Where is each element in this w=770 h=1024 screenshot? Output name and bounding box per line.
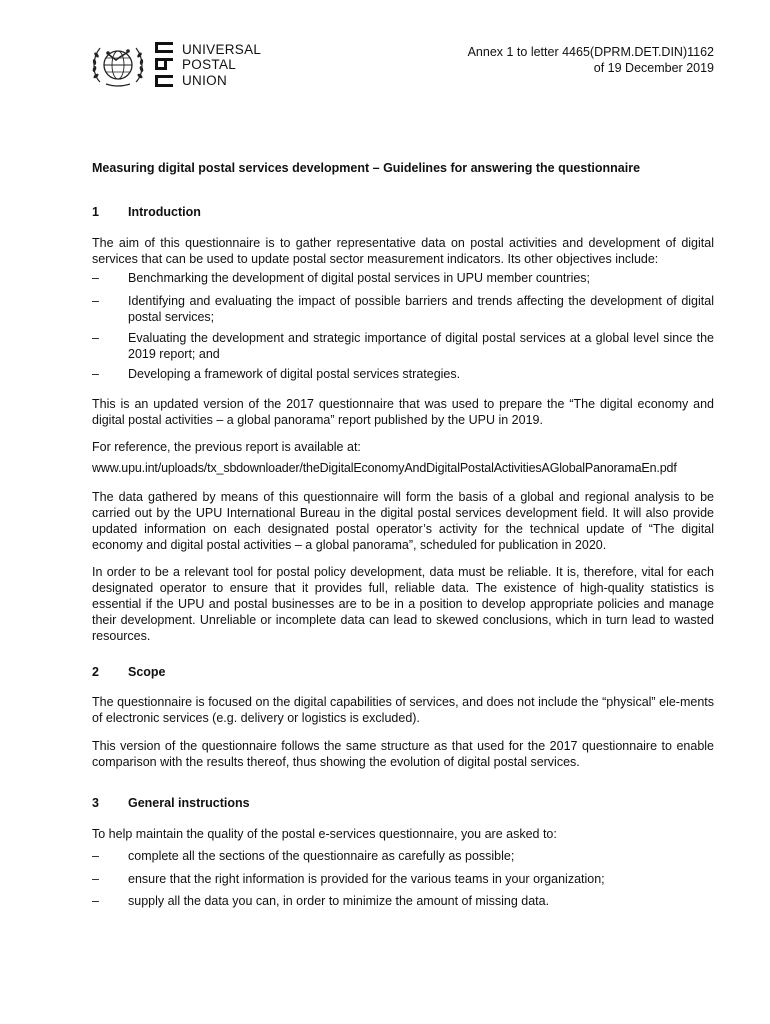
paragraph: In order to be a relevant tool for postal policy development, data must be reliable. It is, therefore, vital for each designated operator to ensure that it provides full, reliable data. The existence of high-quality statistics is essential if the UPU and postal businesses are to be in a position to develop appropriate policies and manage their development. Unreliable or incomplete data can lead to skewed conclusions, which in turn lead to wasted resources.	[92, 565, 714, 643]
section-1-heading	[92, 205, 201, 219]
document-title: Measuring digital postal services development – Guidelines for answering the questionnaire	[92, 161, 641, 175]
org-name-line3: UNION	[182, 72, 227, 88]
paragraph: The aim of this questionnaire is to gather representative data on postal activities and development of digital services that can be used to update postal sector measurement indicators. Its other objectives include:	[92, 236, 714, 266]
list-item-text: complete all the sections of the questionnaire as carefully as possible;	[128, 849, 515, 863]
list-item-text: Evaluating the development and strategic importance of digital postal services at a global level since the 2019 report; and	[128, 331, 714, 361]
paragraph: To help maintain the quality of the postal e-services questionnaire, you are asked to:	[92, 827, 557, 841]
list-item	[92, 848, 714, 864]
section-number: 1	[92, 205, 99, 219]
list-item-text: supply all the data you can, in order to minimize the amount of missing data.	[128, 894, 550, 908]
report-url[interactable]	[92, 460, 732, 476]
section-3-intro	[92, 826, 714, 842]
list-item	[92, 871, 714, 887]
section-1-para4	[92, 489, 714, 553]
annex-line1: Annex 1 to letter 4465(DPRM.DET.DIN)1162	[467, 45, 714, 59]
bullet-dash: –	[92, 331, 99, 345]
bullet-dash: –	[92, 894, 99, 908]
bullet-dash: –	[92, 872, 99, 886]
list-item-text: ensure that the right information is provided for the various teams in your organization;	[128, 872, 605, 886]
org-name-line1: UNIVERSAL	[182, 41, 262, 57]
upu-emblem-icon	[90, 40, 146, 90]
paragraph: The questionnaire is focused on the digital capabilities of services, and does not include the “physical” ele-ments of electronic services (e.g. delivery or logistics is excluded).	[92, 695, 714, 725]
section-number: 3	[92, 796, 99, 810]
bullet-dash: –	[92, 849, 99, 863]
section-title: General instructions	[128, 796, 250, 810]
report-link[interactable]: www.upu.int/uploads/tx_sbdownloader/theDigitalEconomyAndDigitalPostalActivitiesAGlobalPanoramaEn.pdf	[92, 461, 677, 475]
list-item	[92, 330, 714, 362]
section-number: 2	[92, 665, 99, 679]
bullet-dash: –	[92, 367, 99, 381]
bullet-dash: –	[92, 294, 99, 308]
paragraph: For reference, the previous report is available at:	[92, 440, 361, 454]
section-2-heading	[92, 665, 166, 679]
paragraph: The data gathered by means of this questionnaire will form the basis of a global and regional analysis to be carried out by the UPU International Bureau in the digital postal services development field. It will also provide updated information on each designated postal operator’s activity for the technical update of “The digital economy and digital postal activities – a global panorama”, scheduled for publication in 2020.	[92, 490, 714, 552]
org-name-line2: POSTAL	[182, 57, 237, 73]
section-1-para3	[92, 439, 714, 455]
annex-line2: of 19 December 2019	[593, 61, 714, 75]
section-2-para2	[92, 738, 714, 770]
paragraph: This version of the questionnaire follows the same structure as that used for the 2017 questionnaire to enable comparison with the results thereof, thus showing the evolution of digital postal services.	[92, 739, 714, 769]
list-item-text: Benchmarking the development of digital postal services in UPU member countries;	[128, 271, 591, 285]
section-1-intro	[92, 235, 714, 267]
section-2-para1	[92, 694, 714, 726]
section-title: Introduction	[128, 205, 201, 219]
list-item-text: Developing a framework of digital postal services strategies.	[128, 367, 461, 381]
section-3-heading	[92, 796, 250, 810]
section-1-para5	[92, 564, 714, 644]
bullet-dash: –	[92, 271, 99, 285]
list-item	[92, 293, 714, 325]
list-item	[92, 893, 714, 909]
list-item-text: Identifying and evaluating the impact of possible barriers and trends affecting the development of digital postal services;	[128, 294, 714, 324]
upu-logo	[90, 40, 261, 90]
list-item	[92, 270, 714, 286]
upu-mark-icon	[152, 40, 176, 90]
annex-reference	[468, 44, 714, 76]
org-name	[182, 42, 261, 89]
list-item	[92, 366, 714, 382]
section-title: Scope	[128, 665, 166, 679]
section-1-para2	[92, 396, 714, 428]
paragraph: This is an updated version of the 2017 questionnaire that was used to prepare the “The digital economy and digital postal activities – a global panorama” report published by the UPU in 2019.	[92, 397, 714, 427]
